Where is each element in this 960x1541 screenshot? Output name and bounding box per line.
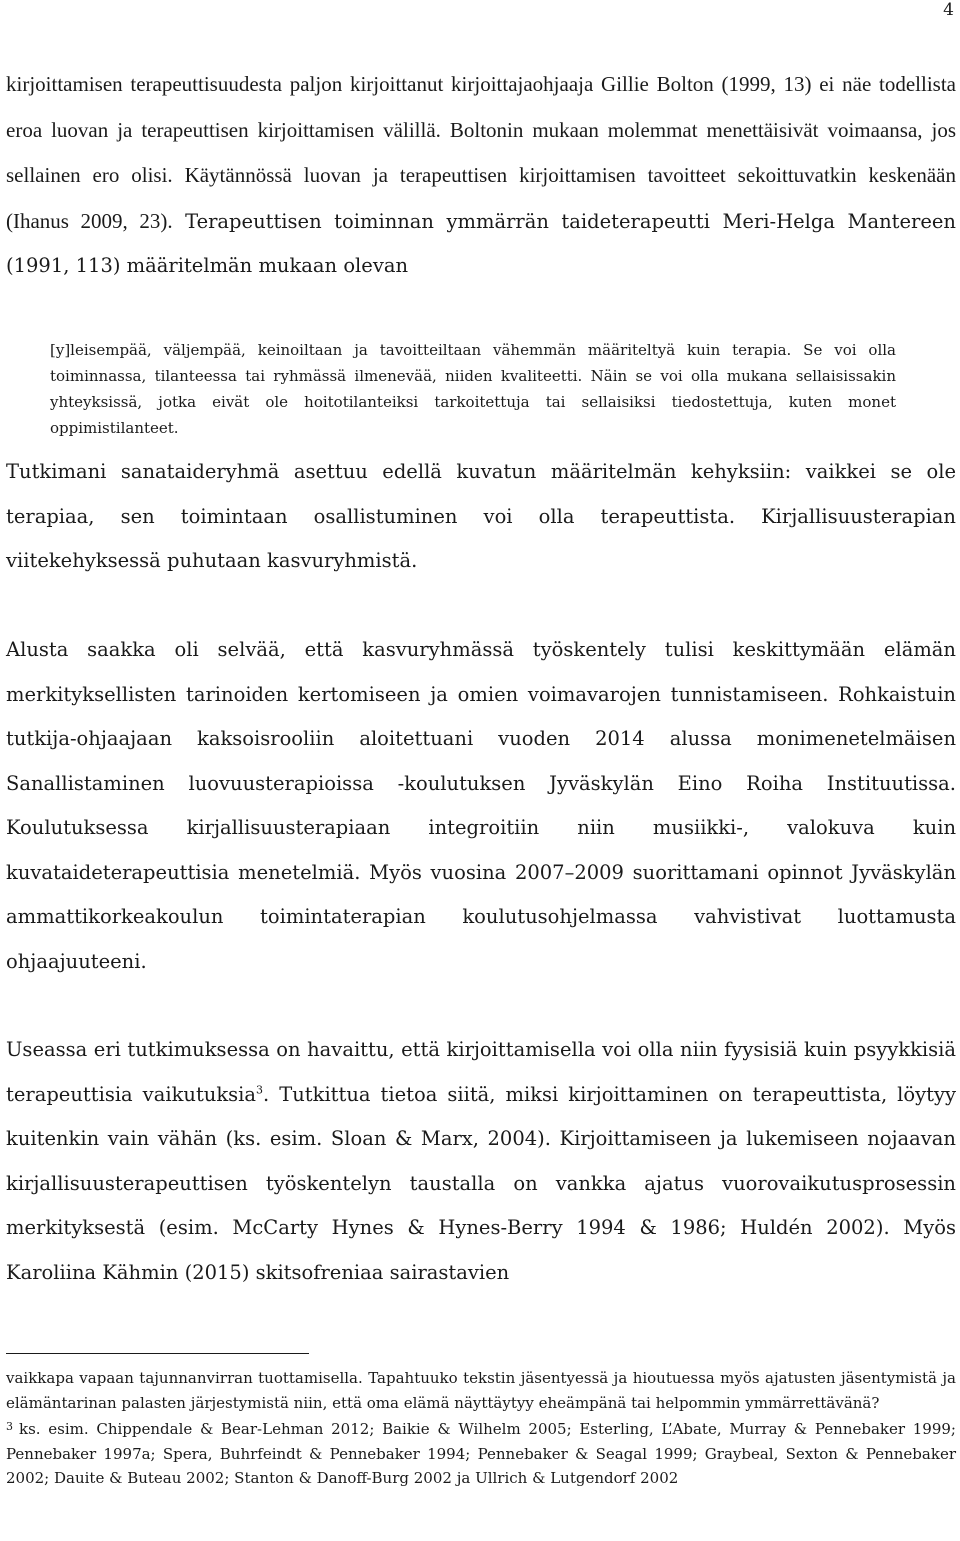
- block-quote: [y]leisempää, väljempää, keinoiltaan ja tavoitteiltaan vähemmän määriteltyä kuin terapia. Se voi olla toiminnassa, tilanteessa tai ryhmässä ilmenevää, niiden kvaliteetti. Näin se voi olla mukana sellaisissakin yhteyksissä, jotka eivät ole hoitotilanteiksi tarkoitettuja tai sellaisiksi tiedostettuja, kuten monet oppimistilanteet.: [50, 341, 896, 437]
- paragraph-4: [6, 1028, 956, 1295]
- page-number: 4: [943, 0, 954, 20]
- footnote-continuation: vaikkapa vapaan tajunnanvirran tuottamisella. Tapahtuuko tekstin jäsentyessä ja hioutuessa myös ajatusten jäsentymistä ja elämäntarinan palasten järjestymistä niin, että oma elämä näyttäytyy eheämpänä tai helpommin ymmärrettävänä?: [6, 1369, 956, 1412]
- footnote-divider: [6, 1353, 309, 1354]
- footnote-3-text: ks. esim. Chippendale & Bear-Lehman 2012; Baikie & Wilhelm 2005; Esterling, L’Abate, Murray & Pennebaker 1999; Pennebaker 1997a; Spera, Buhrfeindt & Pennebaker 1994; Pennebaker & Seagal 1999; Graybeal, Sexton & Pennebaker 2002; Dauite & Buteau 2002; Stanton & Danoff-Burg 2002 ja Ullrich & Lutgendorf 2002: [6, 1420, 956, 1487]
- paragraph-2: Tutkimani sanataideryhmä asettuu edellä kuvatun määritelmän kehyksiin: vaikkei se ole terapiaa, sen toimintaan osallistuminen voi olla terapeuttista. Kirjallisuusterapian viitekehyksessä puhutaan kasvuryhmistä.: [6, 460, 956, 572]
- footnote-3-mark: 3: [6, 1420, 13, 1433]
- paragraph-1: [6, 62, 956, 289]
- footnote-ref-3[interactable]: 3: [256, 1083, 264, 1096]
- paragraph-3: Alusta saakka oli selvää, että kasvuryhmässä työskentely tulisi keskittymään elämän merkityksellisten tarinoiden kertomiseen ja omien voimavarojen tunnistamiseen. Rohkaistuin tutkija-ohjaajaan kaksoisrooliin aloitettuani vuoden 2014 alussa monimenetelmäisen Sanallistaminen luovuusterapioissa -koulutuksen Jyväskylän Eino Roiha Instituutissa. Koulutuksessa kirjallisuusterapiaan integroitiin niin musiikki-, valokuva kuin kuvataideterapeuttisia menetelmiä. Myös vuosina 2007–2009 suorittamani opinnot Jyväskylän ammattikorkeakoulun toimintaterapian koulutusohjelmassa vahvistivat luottamusta ohjaajuuteeni.: [6, 638, 956, 973]
- footnote-3: [6, 1415, 956, 1491]
- paragraph-4-part-a: Useassa eri tutkimuksessa on havaittu, että kirjoittamisella voi olla niin fyysisiä kuin psyykkisiä terapeuttisia vaikutuksia: [6, 1038, 956, 1106]
- paragraph-1-part-a: kirjoittamisen terapeuttisuudesta paljon kirjoittanut kirjoittajaohjaaja Gillie Bolton (1999, 13) ei näe todellista eroa luovan ja terapeuttisen kirjoittamisen välillä. Boltonin mukaan molemmat menettäisivät voimaansa, jos sellainen ero olisi. Käytännössä luovan ja terapeuttisen kirjoittamisen tavoitteet sekoittuvatkin keskenään (Ihanus 2009, 23).: [6, 72, 956, 233]
- footnotes: [6, 1366, 956, 1491]
- paragraph-1-part-b: Terapeuttisen toiminnan ymmärrän taideterapeutti Meri-Helga Mantereen (1991, 113) määritelmän mukaan olevan: [6, 209, 956, 277]
- paragraph-4-part-b: . Tutkittua tietoa siitä, miksi kirjoittaminen on terapeuttista, löytyy kuitenkin vain vähän (ks. esim. Sloan & Marx, 2004). Kirjoittamiseen ja lukemiseen nojaavan kirjallisuusterapeuttisen työskentelyn taustalla on vankka ajatus vuorovaikutusprosessin merkityksestä (esim. McCarty Hynes & Hynes-Berry 1994 & 1986; Huldén 2002). Myös Karoliina Kähmin (2015) skitsofreniaa sairastavien: [6, 1082, 957, 1284]
